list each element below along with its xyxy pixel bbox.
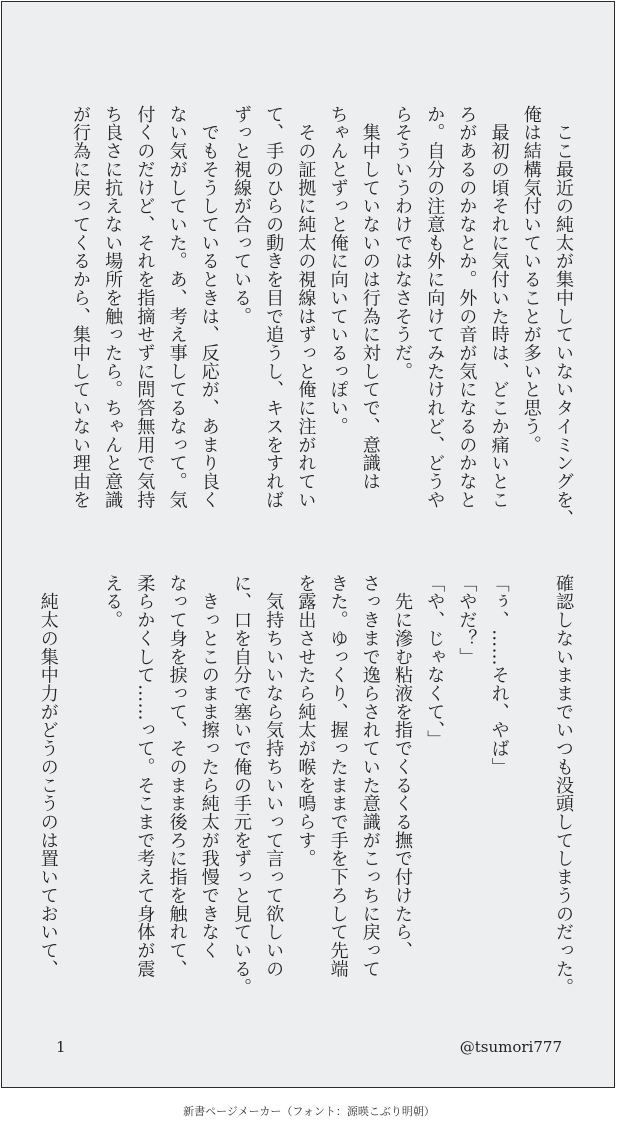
book-page (1, 1, 615, 1088)
page-number: 1 (56, 1038, 66, 1056)
text-block-upper: ここ最近の純太が集中していないタイミングを、 俺は結構気付いていることが多いと思う。 最初の頃それに気付いた時は、どこか痛いとこ ろがあるのかなとか。外の音が気になるのかなと か。自分の注意も外に向けてみたけれど、どうや らそういうわけではなさそうだ。 集中していないのは行為に対してで、意識は ちゃんとずっと俺に向いているっぽい。 その証拠に純太の視線はずっと俺に注がれてい て、手のひらの動きを目で追うし、キスをすれば ずっと視線が合っている。 でもそうしているときは、反応が、あまり良く ない気がしていた。あ、考え事してるなって。気 付くのだけど、それを指摘せずに問答無用で気持 ち良さに抗えない場所を触ったら。ちゃんと意識 が行為に戻ってくるから、集中していない理由を (69, 105, 574, 528)
author-handle: @tsumori777 (459, 1038, 562, 1056)
text-block-lower: 確認しないままでいつも没頭してしまうのだった。 「ぅ、……それ、やば」 「やだ？」 「や、じゃなくて、」 先に滲む粘液を指でくるくる撫で付けたら、 さっきまで逸らされていた意識がこっちに戻って きた。ゆっくり、握ったままで手を下ろして先端 を露出させたら純太が喉を鳴らす。 気持ちいいなら気持ちいいって言って欲しいの に、口を自分で塞いで俺の手元をずっと見ている。 きっとこのまま擦ったら純太が我慢できなく なって身を捩って、そのまま後ろに指を触れて、 柔らかくして……って。そこまで考えて身体が震 える。 純太の集中力がどうのこうのは置いておいて、 (37, 574, 574, 997)
generator-credit: 新書ページメーカー（フォント：源暎こぶり明朝） (183, 1105, 435, 1118)
